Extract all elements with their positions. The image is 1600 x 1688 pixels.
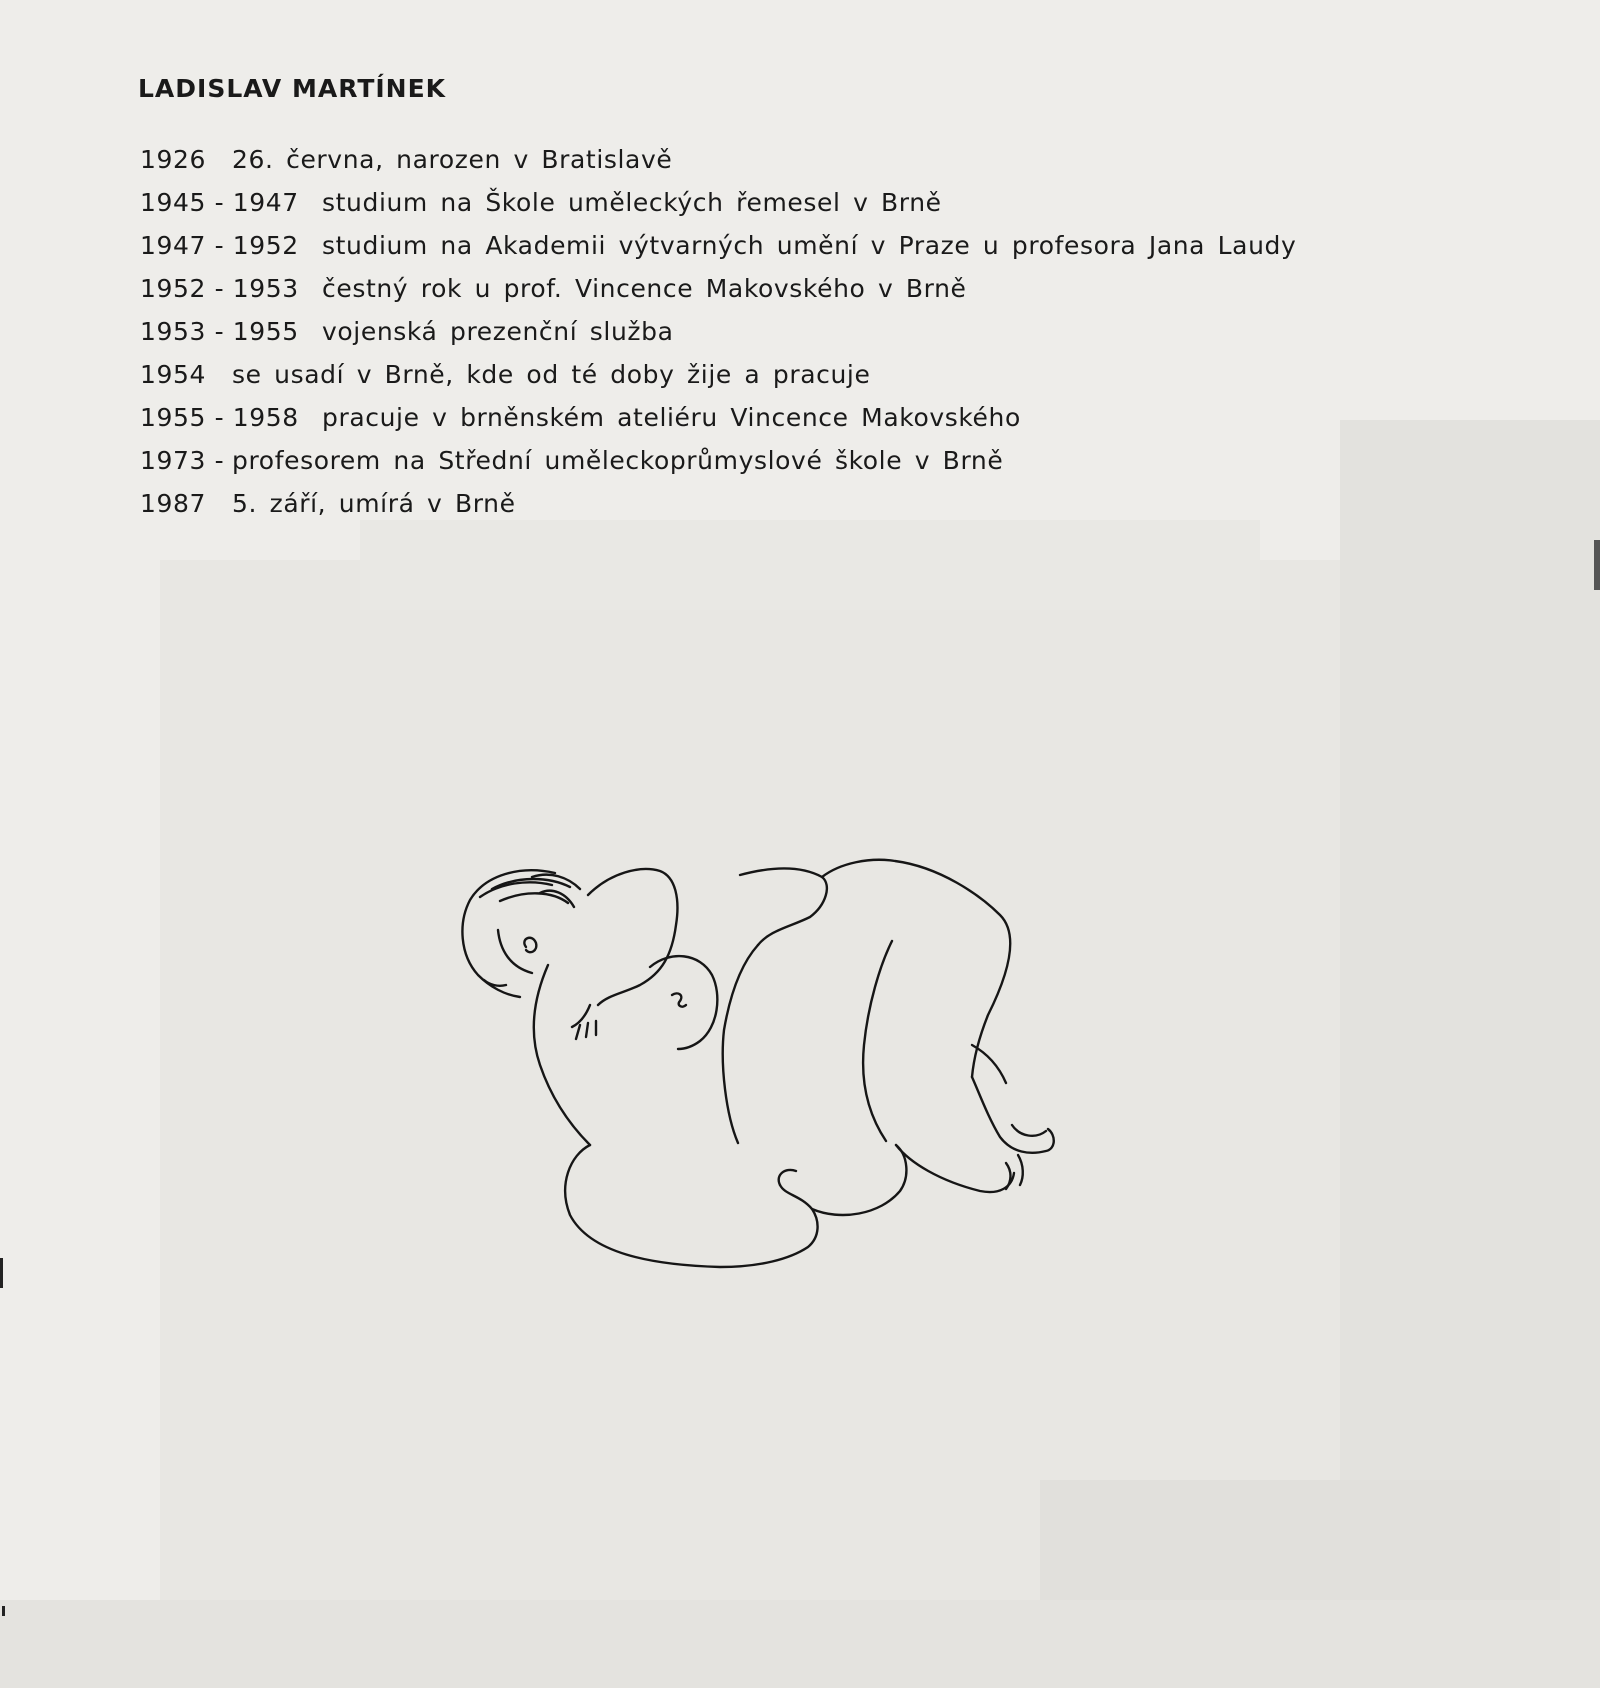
drawing-detail [779,1170,796,1185]
drawing-nipple [672,993,686,1006]
scan-edge-mark [2,1606,5,1616]
drawing-knee-top [822,860,1010,1077]
timeline-text: čestný rok u prof. Vincence Makovského v Brně [322,274,967,303]
drawing-detail [1018,1155,1023,1185]
drawing-shin [723,945,758,1143]
timeline-row [140,396,1296,439]
drawing-shoulder [588,869,677,1005]
timeline-row [140,310,1296,353]
timeline-row [140,181,1296,224]
timeline-row [140,267,1296,310]
drawing-buttock [565,1145,817,1267]
timeline-text: 5. září, umírá v Brně [232,489,516,518]
timeline-row [140,224,1296,267]
drawing-eye [484,980,506,986]
drawing-thigh [812,1145,906,1215]
drawing-ear [524,938,536,952]
timeline-text: profesorem na Střední uměleckoprůmyslové škole v Brně [232,446,1004,475]
timeline-year: 1952 - 1953 [140,274,299,303]
timeline-year: 1973 - [140,446,225,475]
timeline-row [140,439,1296,482]
timeline-text: studium na Akademii výtvarných umění v Praze u profesora Jana Laudy [322,231,1297,260]
timeline-row [140,138,1296,181]
scan-edge-mark [0,1258,3,1288]
drawing-heel [896,1145,1014,1192]
timeline-year: 1953 - 1955 [140,317,299,346]
line-drawing-crouching-nude-figure-icon [440,855,1150,1335]
timeline-year: 1947 - 1952 [140,231,299,260]
timeline-text: studium na Škole uměleckých řemesel v Brně [322,188,942,217]
timeline-text: vojenská prezenční služba [322,317,674,346]
timeline-row [140,482,1296,525]
page-title: LADISLAV MARTÍNEK [138,74,447,103]
timeline-year: 1954 [140,360,207,389]
timeline-year: 1926 [140,145,207,174]
drawing-knee [740,869,827,946]
timeline-text: se usadí v Brně, kde od té doby žije a pracuje [232,360,871,389]
timeline-row [140,353,1296,396]
scan-edge-mark [1594,540,1600,590]
biography-timeline [140,138,1296,525]
timeline-text: 26. června, narozen v Bratislavě [232,145,673,174]
timeline-year: 1987 [140,489,207,518]
drawing-hair [500,893,568,903]
timeline-year: 1955 - 1958 [140,403,299,432]
drawing-back-line [534,965,590,1145]
drawing-inner-leg [863,941,892,1141]
timeline-year: 1945 - 1947 [140,188,299,217]
drawing-head-outline [462,870,555,997]
drawing-toes [1012,1125,1046,1136]
drawing-foot [972,1077,1054,1153]
timeline-text: pracuje v brněnském ateliéru Vincence Makovského [322,403,1021,432]
drawing-hair [492,879,570,889]
